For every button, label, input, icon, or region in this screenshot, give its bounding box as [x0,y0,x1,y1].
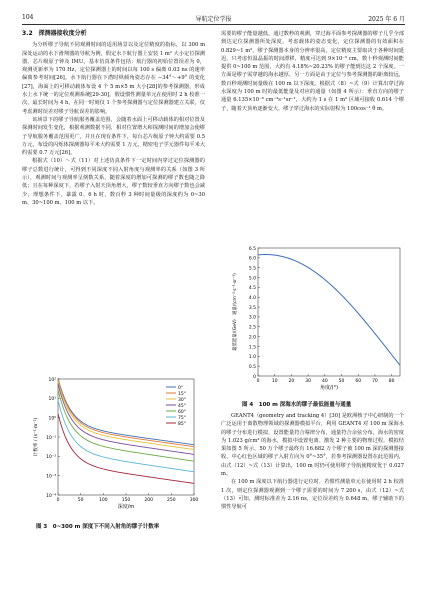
y-tick-label: 3.0 [248,315,256,321]
y-axis-label: 最低能量/(GeV) 通量/(cm⁻²·s⁻¹·sr⁻¹) [233,273,238,351]
y-tick-label: 4.0 [248,296,256,302]
paragraph: 在 100 m 深度以下航行器进行定位时，若惯性测量单元在使用时 2 h 校准 1 次，则定位探测器观测到一个缪子需要的时间为 7 200 s，由式（12）~式（13）可知，测时标准差为 2.16 ns，定位误差约为 0.648 m，缪子辅助下的惯性导航可 [221,479,404,511]
paragraph: 需要的缪子能量越低，通过数秒的观测，穿过海平面参考探测器的缪子几乎全部到达定位探测器所处深度。考虑载体的姿态变化，定位探测器的有效面积在 0.829~1 m²，缪子探测器本身的分辨率很高，定位精度主要取决于各种时间延迟，只考虑恒温晶振的时间漂移，精度可达到 9×10⁻⁵ cm，数十秒观测时间能提供 0~100 m 范围，大约有 4.18%~20.23% 的缪子能到达这 2 个深度。一方面是缪子需穿越的海水越厚，另一方面是由于定位与参考探测器的距离较远，数百秒观测时间量级在 100 m 以下深度。根据式（8）~式（9）计算出穿过海水深度为 100 m 时的最低能量及对应的通量（如图 4 所示）：垂直方向的缪子通量 6.135×10⁻⁶ cm⁻²s⁻¹sr⁻¹，大约为 1 s 在 1 m² 区域可接收 0.614 个缪子，随着天顶角逐渐变大，缪子穿过海水的实际射程为 100cos⁻¹ θ m。 [221,31,404,112]
y-tick-label: 6.0 [248,256,256,262]
paragraph: 该场景下的缪子导航服务覆盖范围，会随着水面上可移动载体的相对位置及探测时间发生变化，根据观测数据不同，相对位置增大和探测时间的增加会使缪子导航服务覆盖范围更广，并且在现有条件下，每台芯片级原子钟大约需要 0.5 万元，布设的闪烁体探测器每平米大约需要 1 万元，精密电子学元器件每平米大约需要 0.7 万元[26]。 [22,116,205,157]
legend-label: 0° [178,385,184,391]
y-tick-label: 5.5 [248,266,256,272]
series-line-85deg [58,414,194,484]
x-tick-label: 50 [77,498,84,503]
legend-label: 15° [178,391,186,397]
figure-4-chart [228,242,408,397]
paragraph: 为分析缪子导航不同观测时间的适用场景以及定位精度的指标，以 300 m 深处运动的水下滑翔器的导航为例，假定水下航行器上安装 1 m² 大小定位探测器、芯片级原子钟及 IMU，基本仿真条件包括：航行器的初始位置误差为 0，观测更新率为 170 Hz，定位探测器上的时间以每 100 s 偏离 0.03 ns 的速率偏离参考时间[26]。水下航行器在下潜时纵倾角姿态存在 −34°～+9° 的变化[27]，海面上的可移动载体布设 4 个 5 m×5 m 大小[28]的参考探测器，形成水上水下统一的定位观测系统[29-30]。假设惯性测量单元在使用时 2 h 校准一次，最长时间为 4 h，在同一时刻仅 1 个参考探测器与定位探测器建立关联，仅考虑测时误差对缪子导航误差的影响。 [22,42,205,115]
paragraph: 根据式（10）～式（11）对上述仿真条件下一定时间内穿过定位探测器的缪子总数进行统计，可得到不同深度不同入射角度与观测率的关系（如图 3 所示），观测时间与观测率呈倒数关系，随着深度的增加可探测的缪子数也随之降低；且在每种深度下，若缪子入射天顶角增大，缪子数较垂直方向缪子数也会减少，理想条件下，暴露 0、6 h 时，数百秒 3 种时间量级的深度约为 0~30 m、30~100 m、100 m 以下。 [22,158,205,206]
x-tick-label: 60 [355,379,362,384]
y-tick-label: 1.0 [248,355,256,361]
x-tick-label: 0 [56,498,60,503]
y-tick-label: 2.0 [248,335,256,341]
x-tick-label: 300 [189,498,199,503]
x-tick-label: 0 [256,379,260,384]
x-tick-label: 20 [288,379,295,384]
figure-3-chart [30,373,200,515]
journal-name: 导航定位学报 [195,16,232,23]
legend-label: 45° [178,403,186,409]
y-tick-label: 0.5 [248,364,256,370]
series-line-30deg [58,381,194,450]
y-tick-label: 10⁻³ [46,474,56,480]
y-tick-label: 6.5 [248,246,256,252]
y-tick-label: 4.5 [248,286,256,292]
legend-label: 75° [178,415,186,421]
x-tick-label: 100 [99,498,108,503]
page-number: 104 [22,14,34,21]
section-title: 3.2 探测器接收度分析 [22,30,87,37]
figure-4-caption: 图 4 100 m 深海水的缪子最低能量与通量 [242,402,352,408]
figure-3-caption: 图 3 0~300 m 深度下不同入射角的缪子计数率 [36,524,160,530]
y-tick-label: 5.0 [248,276,256,282]
left-column [22,30,205,207]
x-tick-label: 200 [144,498,153,503]
legend-label: 85° [178,421,186,427]
y-tick-label: 2.5 [248,325,256,331]
y-tick-label: 10⁻¹ [46,435,56,441]
legend-label: 60° [178,409,186,415]
y-tick-label: 1.5 [248,345,256,351]
y-tick-label: 0 [253,374,256,380]
x-tick-label: 50 [338,379,345,384]
series-line [258,255,400,366]
page-header [22,12,405,25]
y-axis-label: 计数率 / (s⁻¹·m⁻²) [34,417,39,457]
x-axis-label: 角度/(°) [319,385,339,391]
y-tick-label: 3.5 [248,305,256,311]
series-line-60deg [58,390,194,462]
right-column [221,30,404,113]
x-tick-label: 80 [388,379,395,384]
x-tick-label: 150 [121,498,131,503]
y-tick-label: 10¹ [48,397,56,403]
x-axis-label: 深度/m [117,504,135,510]
legend-label: 30° [178,397,186,403]
y-tick-label: 10⁻⁴ [46,493,56,499]
series-line-15deg [58,379,194,447]
x-tick-label: 10 [271,379,278,384]
x-tick-label: 40 [321,379,328,384]
issue-date: 2025 年 6 月 [368,16,405,23]
x-tick-label: 70 [372,379,378,384]
x-tick-label: 250 [167,498,176,503]
y-tick-label: 10² [48,377,56,383]
y-tick-label: 10⁻² [46,455,56,461]
y-tick-label: 10⁰ [48,416,56,422]
right-column-lower [221,412,404,512]
x-tick-label: 30 [305,379,311,384]
paragraph: GEANT4（geometry and tracking 4）[30] 是欧洲核子中心研制的一个广泛运用于离散物理领域的探测器模拟平台，利用 GEANT4 对 100 m 深海水的缪子分布进行模拟，设置能量符合幂律分布，通量符合余弦分布，海水的密度为 1.023 g/cm³ 的海水，模拟中设置电离、激发 2 种主要的物理过程。模拟结果如图 5 所示，50 万个缪子最终有 16.682 万个缪子被 100 m 深的探测器接收，中心红色区域的缪子入射方向为 0°~35°，若参考探测器设置在此范围内，由式（12）~式（13）计算出，100 m 时仍可使用缪子导航使精度优于 0.027 m。 [221,413,404,478]
plot-frame [258,248,400,376]
